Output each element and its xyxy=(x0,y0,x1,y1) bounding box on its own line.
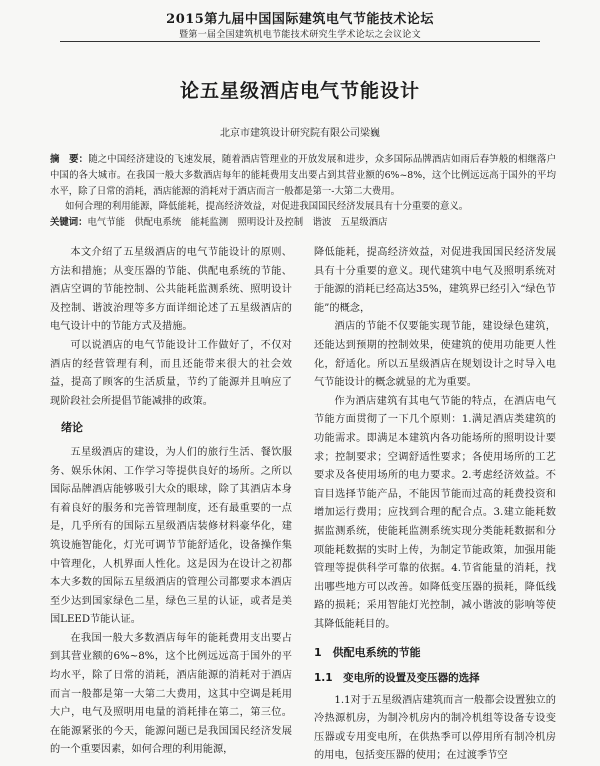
right-column xyxy=(314,244,556,766)
paper-author: 北京市建筑设计研究院有限公司梁巍 xyxy=(220,128,380,139)
body-paragraph-4: 作为酒店建筑有其电气节能的特点，在酒店电气节能方面贯彻了一下几个原则：1.满足酒店类建筑的功能需求。即满足本建筑内各功能场所的照明设计要求；控制要求；空调舒适性要求；各使用场所的工艺要求及各使用场所的电力要求。2.考虑经济效益。不盲目选择节能产品，不能因节能而过高的耗费投资和增加运行费用；应找到合理的配合点。3.建立能耗数据监测系统，使能耗监测系统实现分类能耗数据和分项能耗数据的实时上传，为制定节能政策，加强用能管理等提供科学可靠的依据。4.节省能量的消耗，找出哪些地方可以改善。如降低变压器的损耗，降低线路的损耗；采用智能灯光控制，减小谐波的影响等使其降低能耗目的。 xyxy=(314,395,556,630)
body-paragraph-2: 在我国一般大多数酒店每年的能耗费用支出要占到其营业额的6%~8%，这个比例远远高于国外的平均水平，除了日常的消耗，酒店能源的消耗对于酒店而言一般都是第一大第二大费用，这其中空调是耗用大户，电气及照明用电量的消耗排在第二，第三位。在能源紧张的今天，能源问题已是我国国民经济发展的一个重要因素，如何合理的利用能源， xyxy=(50,632,292,756)
body-paragraph-3: 酒店的节能不仅要能实现节能，建设绿色建筑，还能达到预期的控制效果，使建筑的使用功能更人性化，舒适化。所以五星级酒店在规划设计之时导入电气节能设计的概念就显的尤为重要。 xyxy=(314,321,556,389)
conference-title: 2015第九届中国国际建筑电气节能技术论坛 xyxy=(166,12,434,27)
header-rule xyxy=(60,41,540,42)
abstract-block xyxy=(50,152,556,231)
body-paragraph-5: 1.1对于五星级酒店建筑而言一般都会设置独立的冷热源机房，为制冷机房内的制冷机组等设备专设变压器或专用变电所，在供热季可以停用所有制冷机房的用电，包括变压器的使用；在过渡季节空 xyxy=(314,694,556,762)
keywords-line xyxy=(50,215,556,231)
conference-subtitle: 暨第一届全国建筑机电节能技术研究生学术论坛之会议论文 xyxy=(179,30,421,40)
abstract-text: 随之中国经济建设的飞速发展，随着酒店管理业的开放发展和进步，众多国际品牌酒店如雨后春笋般的相继落户中国的各大城市。在我国一般大多数酒店每年的能耗费用支出要占到其营业额的6%~8%，这个比例远远高于国外的平均水平，除了日常的消耗，酒店能源的消耗对于酒店而言一般都是第一-大第二大费用。 xyxy=(50,154,556,197)
abstract-paragraph-2: 如何合理的利用能源，降低能耗，提高经济效益，对促进我国国民经济发展具有十分重要的意义。 xyxy=(65,201,469,213)
abstract-paragraph xyxy=(50,152,556,199)
body-paragraph-1: 五星级酒店的建设，为人们的旅行生活、餐饮服务、娱乐休闲、工作学习等提供良好的场所。之所以国际品牌酒店能够吸引大众的眼球，除了其酒店本身有着良好的服务和完善管理制度，还有最重要的一点是，几乎所有的国际五星级酒店装修材料豪华化，建筑设施智能化，灯光可调节节能舒适化，设备操作集中管理化，人机界面人性化。这是因为在设计之初都本大多数的国际五星级酒店的管理公司都要求本酒店至少达到国家绿色二星，绿色三星的认证，或者是美国LEED节能认证。 xyxy=(50,446,292,626)
heading-introduction: 绪论 xyxy=(61,421,83,435)
keywords-label: 关键词： xyxy=(50,217,88,229)
paper-title: 论五星级酒店电气节能设计 xyxy=(179,80,420,102)
keywords-text: 电气节能 供配电系统 能耗监测 照明设计及控制 谐波 五星级酒店 xyxy=(87,217,388,229)
intro-paragraph-1: 本文介绍了五星级酒店的电气节能设计的原则、方法和措施；从变压器的节能、供配电系统的节能、酒店空调的节能控制、公共能耗监测系统、照明设计及控制、谐波治理等多方面详细论述了五星级酒店的电气设计中的节能方式及措施。 xyxy=(50,247,292,333)
intro-paragraph-2: 可以说酒店的电气节能设计工作做好了，不仅对酒店的经营管理有利，而且还能带来很大的社会效益，提高了顾客的生活质量，节约了能源并且响应了现阶段社会所提倡节能减排的政策。 xyxy=(50,339,292,407)
section-heading-1: 1 供配电系统的节能 xyxy=(314,646,421,660)
abstract-label: 摘 要： xyxy=(50,154,89,165)
left-column xyxy=(50,244,292,760)
subsection-heading-1-1: 1.1 变电所的设置及变压器的选择 xyxy=(314,672,480,685)
body-paragraph-continued: 降低能耗，提高经济效益，对促进我国国民经济发展具有十分重要的意义。现代建筑中电气及照明系统对于能源的消耗已经高达35%，建筑界已经引入“绿色节能”的概念， xyxy=(314,247,556,314)
